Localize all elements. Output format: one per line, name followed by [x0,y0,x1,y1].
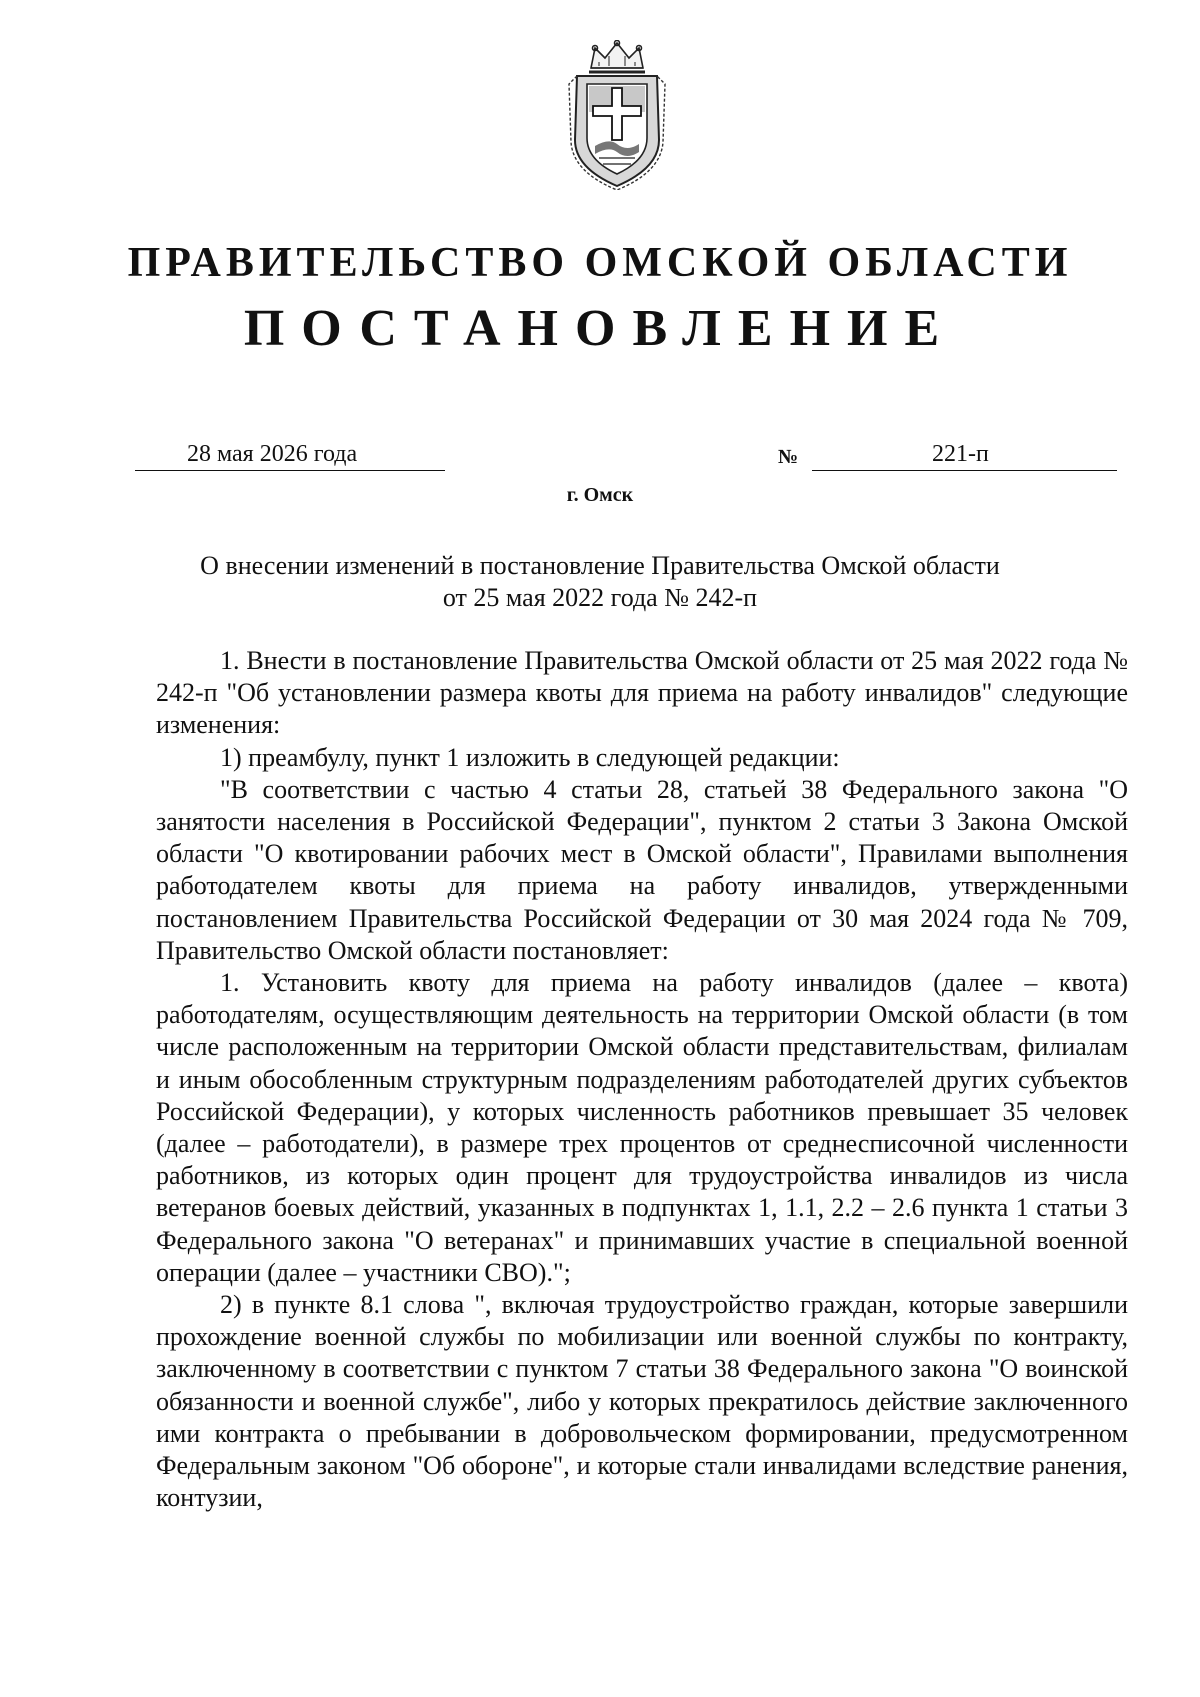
document-body [156,645,1128,1514]
document-number: 221-п [932,441,989,467]
number-label: № [778,446,799,468]
document-date: 28 мая 2026 года [187,441,358,467]
subject-line-1: О внесении изменений в постановление Правительства Омской области [200,551,1000,580]
date-field [135,440,445,471]
body-paragraph: 1) преамбулу, пункт 1 изложить в следующей редакции: [220,742,840,772]
body-paragraph: 1. Установить квоту для приема на работу инвалидов (далее – квота) работодателям, осуществляющим деятельность на территории Омской области (в том числе расположенным на территории Омской области представительствам, филиалам и иным обособленным структурным подразделениям работодателей других субъектов Российской Федерации), у которых численность работников превышает 35 человек (далее – работодатели), в размере трех процентов от среднесписочной численности работников, из которых один процент для трудоустройства инвалидов из числа ветеранов боевых действий, указанных в подпунктах 1, 1.1, 2.2 – 2.6 пункта 1 статьи 3 Федерального закона "О ветеранах" и принимавших участие в специальной военной операции (далее – участники СВО)."; [156,968,1128,1287]
document-subject [150,550,1050,614]
document-type-title: ПОСТАНОВЛЕНИЕ [243,300,957,357]
body-paragraph: "В соответствии с частью 4 статьи 28, статьей 38 Федерального закона "О занятости населения в Российской Федерации", пунктом 2 статьи 3 Закона Омской области "О квотировании рабочих мест в Омской области", Правилами выполнения работодателем квоты для приема на работу инвалидов, утвержденными постановлением Правительства Российской Федерации от 30 мая 2024 года № 709, Правительство Омской области постановляет: [156,774,1128,965]
body-paragraph: 2) в пункте 8.1 слова ", включая трудоустройство граждан, которые завершили прохождение военной службы по мобилизации или военной службы по контракту, заключенному в соответствии с пунктом 7 статьи 38 Федерального закона "О воинской обязанности и военной службе", либо у которых прекратилось действие заключенного ими контракта о пребывании в добровольческом формировании, предусмотренном Федеральным законом "Об обороне", и которые стали инвалидами вследствие ранения, контузии, [156,1290,1128,1513]
city-label: г. Омск [566,484,634,506]
subject-line-2: от 25 мая 2022 года № 242-п [442,583,758,612]
coat-of-arms-emblem [565,40,669,190]
number-field [812,440,1117,471]
organization-title: ПРАВИТЕЛЬСТВО ОМСКОЙ ОБЛАСТИ [127,240,1073,286]
body-paragraph: 1. Внести в постановление Правительства Омской области от 25 мая 2022 года № 242-п "Об установлении размера квоты для приема на работу инвалидов" следующие изменения: [156,646,1128,740]
